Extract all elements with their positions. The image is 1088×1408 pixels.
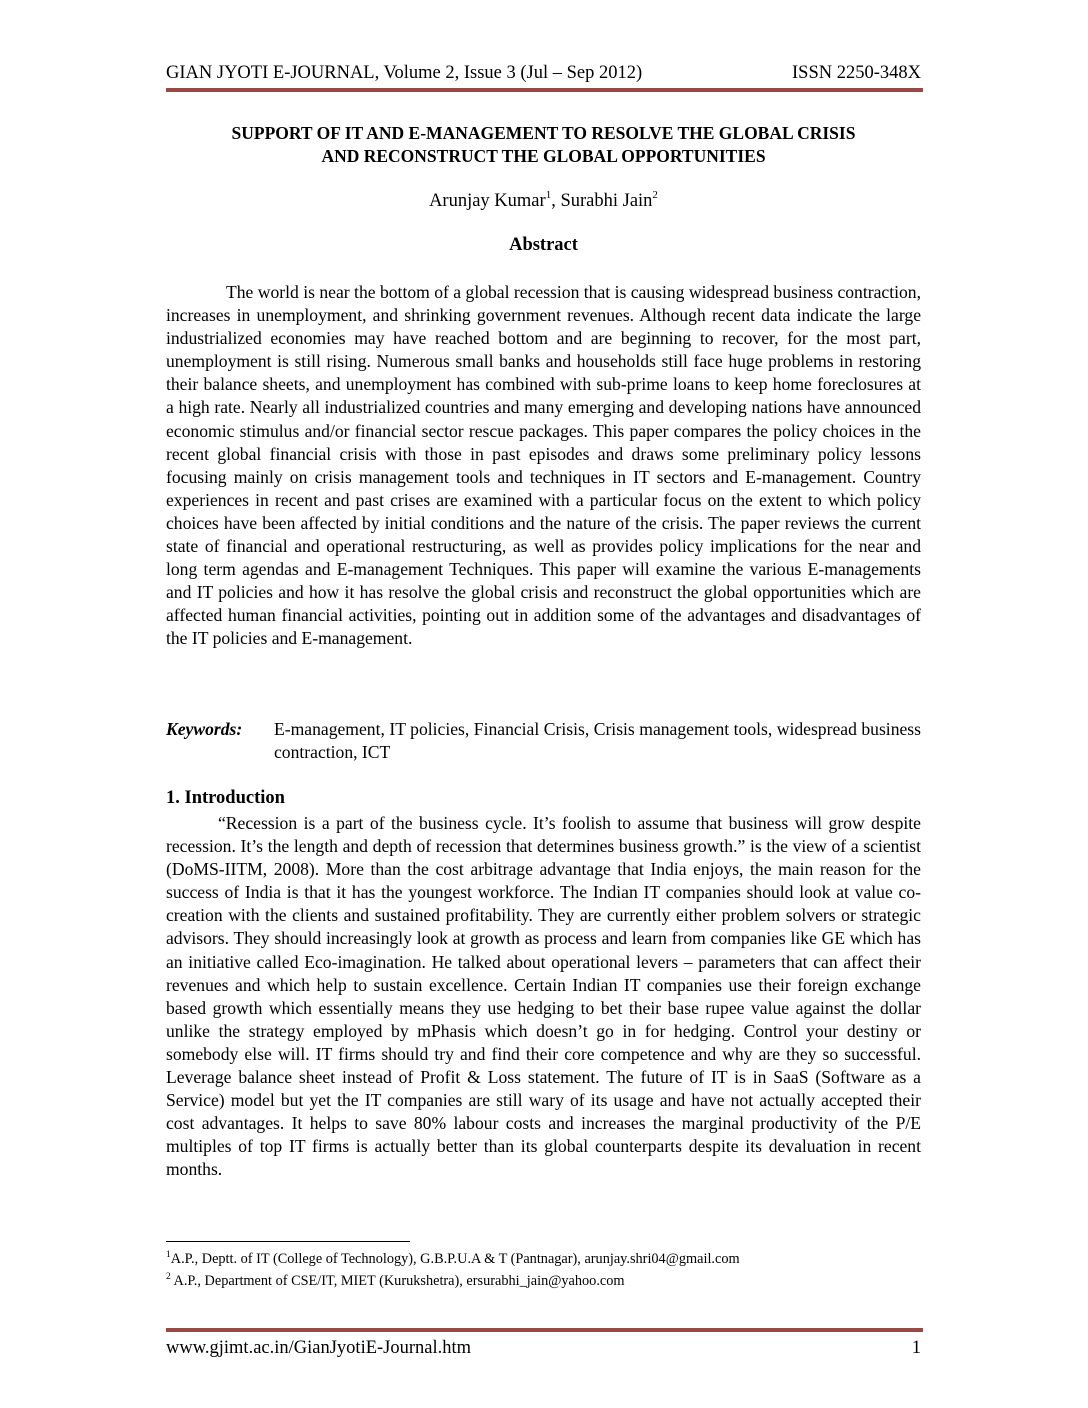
paper-title — [166, 122, 921, 168]
footnote-text: A.P., Deptt. of IT (College of Technology), G.B.P.U.A & T (Pantnagar), arunjay.shri04@gmail.com — [170, 1250, 740, 1267]
keywords-block — [166, 718, 921, 764]
running-header — [166, 63, 921, 84]
introduction-body: “Recession is a part of the business cycle. It’s foolish to assume that business will grow despite recession. It’s the length and depth of recession that determines business growth.” is the view of a scientist (DoMS-IITM, 2008). More than the cost arbitrage advantage that India enjoys, the main reason for the success of India is that it has the youngest workforce. The Indian IT companies should look at value co-creation with the clients and sustained profitability. They are currently either problem solvers or strategic advisors. They should increasingly look at growth as process and learn from companies like GE which has an initiative called Eco-imagination. He talked about operational levers – parameters that can affect their revenues and which help to sustain excellence. Certain Indian IT companies use their foreign exchange based growth which essentially means they use hedging to bet their base rupee value against the dollar unlike the strategy employed by mPhasis which doesn’t go in for hedging. Control your destiny or somebody else will. IT firms should try and find their core competence and why are they so successful. Leverage balance sheet instead of Profit & Loss statement. The future of IT is in SaaS (Software as a Service) model but yet the IT companies are still wary of its usage and have not actually accepted their cost advantages. It helps to save 80% labour costs and increases the marginal productivity of the P/E multiples of top IT firms is actually better than its global counterparts despite its devaluation in recent months. — [166, 813, 921, 1180]
page-number: 1 — [911, 1338, 921, 1358]
footnote-mark: 1 — [166, 1250, 171, 1260]
footnote-rule — [166, 1241, 410, 1242]
journal-url[interactable]: www.gjimt.ac.in/GianJyotiE-Journal.htm — [166, 1338, 472, 1358]
author-separator: , — [551, 191, 561, 212]
footnote-item — [166, 1246, 921, 1268]
author-name: Surabhi Jain — [560, 191, 653, 212]
keywords-text: E-management, IT policies, Financial Crisis, Crisis management tools, widespread business contraction, ICT — [274, 719, 921, 762]
footnote-mark: 2 — [166, 1271, 171, 1282]
author-affiliation-mark: 2 — [652, 189, 658, 201]
title-line-2: AND RECONSTRUCT THE GLOBAL OPPORTUNITIES — [321, 146, 766, 166]
footnotes — [166, 1246, 921, 1290]
title-line-1: SUPPORT OF IT AND E-MANAGEMENT TO RESOLVE THE GLOBAL CRISIS — [231, 123, 856, 143]
header-rule — [166, 88, 923, 92]
footnote-text: A.P., Department of CSE/IT, MIET (Kurukshetra), ersurabhi_jain@yahoo.com — [170, 1272, 625, 1289]
running-footer — [166, 1338, 921, 1359]
journal-citation: GIAN JYOTI E-JOURNAL, Volume 2, Issue 3 (Jul – Sep 2012) — [166, 63, 643, 83]
keywords-label: Keywords: — [166, 719, 243, 739]
issn-label: ISSN 2250-348X — [792, 63, 921, 83]
footer-rule — [166, 1328, 923, 1332]
section-heading-introduction: 1. Introduction — [166, 788, 285, 808]
author-list — [166, 190, 921, 212]
author-name: Arunjay Kumar — [429, 191, 546, 212]
abstract-heading: Abstract — [509, 235, 578, 255]
abstract-body: The world is near the bottom of a global recession that is causing widespread business contraction, increases in unemployment, and shrinking government revenues. Although recent data indicate the large industrialized economies may have reached bottom and are beginning to recover, for the most part, unemployment is still rising. Numerous small banks and households still face huge problems in restoring their balance sheets, and unemployment has combined with sub-prime loans to keep home foreclosures at a high rate. Nearly all industrialized countries and many emerging and developing nations have announced economic stimulus and/or financial sector rescue packages. This paper compares the policy choices in the recent global financial crisis with those in past episodes and draws some preliminary policy lessons focusing mainly on crisis management tools and techniques in IT sectors and E-management. Country experiences in recent and past crises are examined with a particular focus on the extent to which policy choices have been affected by initial conditions and the nature of the crisis. The paper reviews the current state of financial and operational restructuring, as well as provides policy implications for the near and long term agendas and E-management Techniques. This paper will examine the various E-managements and IT policies and how it has resolve the global crisis and reconstruct the global opportunities which are affected human financial activities, pointing out in addition some of the advantages and disadvantages of the IT policies and E-management. — [166, 282, 921, 649]
author-affiliation-mark: 1 — [545, 189, 552, 201]
footnote-item — [166, 1268, 921, 1290]
